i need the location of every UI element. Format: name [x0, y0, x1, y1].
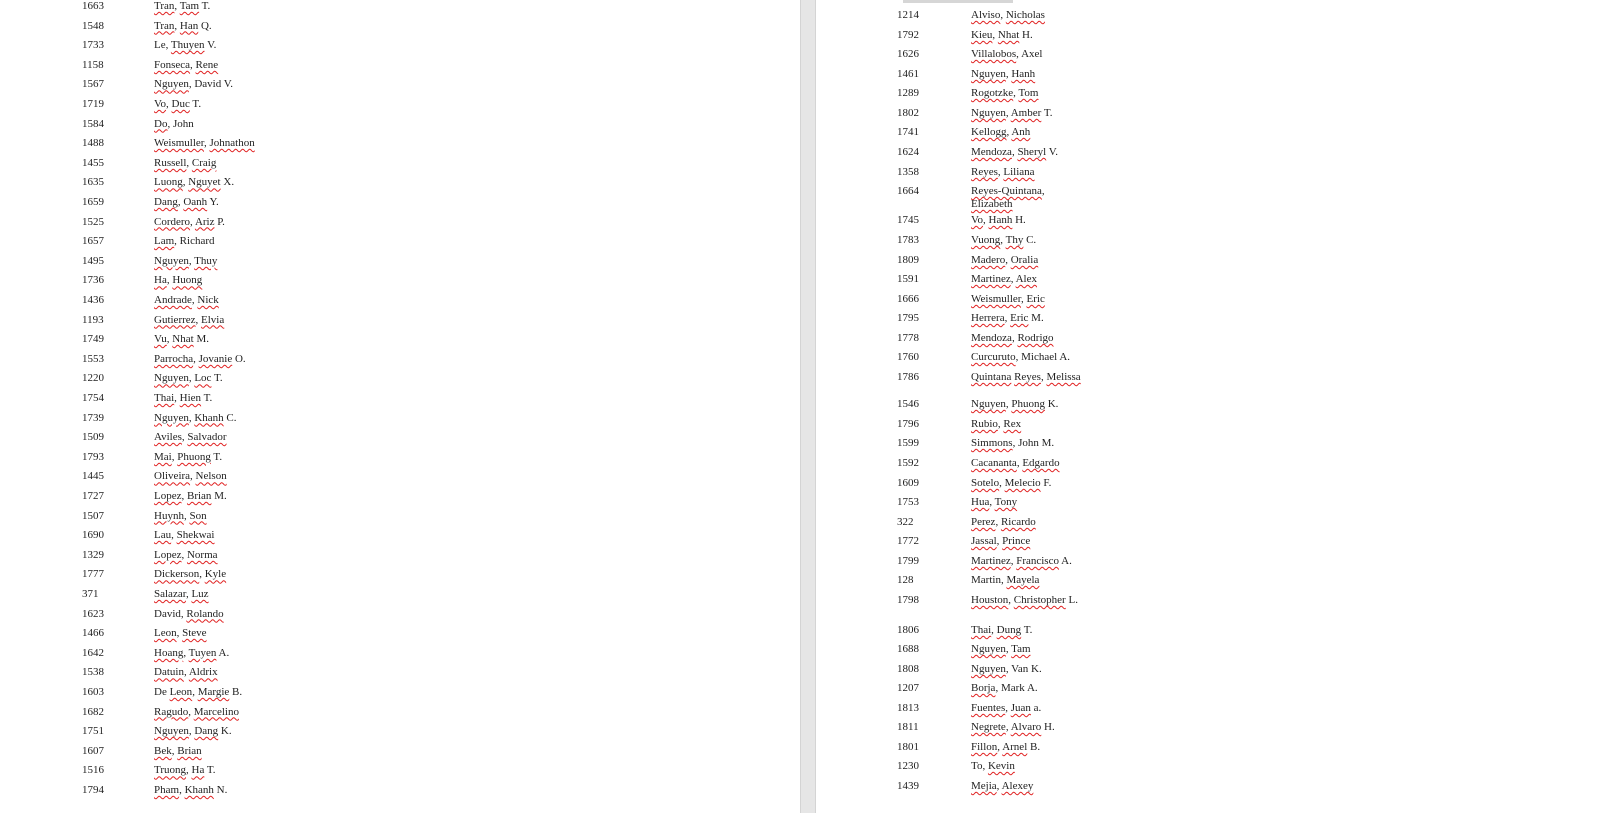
employee-name: Herrera, Eric M. — [971, 312, 1044, 324]
employee-name: Datuin, Aldrix — [154, 666, 218, 679]
employee-name: Lopez, Norma — [154, 548, 218, 561]
employee-id: 1538 — [82, 666, 104, 679]
employee-name: Nguyen, Amber T. — [971, 107, 1053, 119]
employee-name: Mendoza, Sheryl V. — [971, 146, 1059, 158]
employee-name: Sotelo, Melecio F. — [971, 477, 1052, 489]
employee-id: 1719 — [82, 98, 104, 110]
employee-id: 1607 — [82, 744, 104, 757]
employee-name: Reyes, Liliana — [971, 166, 1035, 178]
employee-name: Mai, Phuong T. — [154, 450, 223, 463]
employee-id: 1794 — [82, 784, 104, 796]
employee-id: 1553 — [82, 352, 104, 365]
employee-name: Truong, Ha T. — [154, 764, 216, 777]
employee-id: 1214 — [897, 9, 919, 21]
employee-name: Reyes-Quintana, Elizabeth — [971, 185, 1045, 210]
employee-name: Pham, Khanh N. — [154, 784, 228, 796]
employee-name: Vo, Duc T. — [154, 98, 202, 110]
employee-name: Nguyen, Loc T. — [154, 372, 223, 385]
employee-id: 1455 — [82, 156, 104, 169]
employee-name: Rubio, Rex — [971, 418, 1022, 430]
employee-name: Rogotzke, Tom — [971, 87, 1039, 99]
employee-name: Kellogg, Anh — [971, 126, 1031, 138]
employee-name: Villalobos, Axel — [971, 48, 1043, 60]
employee-id: 1230 — [897, 760, 919, 772]
employee-id: 1749 — [82, 333, 104, 346]
employee-id: 1688 — [897, 643, 919, 655]
employee-id: 1548 — [82, 19, 104, 32]
employee-id: 1809 — [897, 254, 919, 266]
employee-id: 1626 — [897, 48, 919, 60]
employee-id: 1657 — [82, 235, 104, 248]
employee-name: Ragudo, Marcelino — [154, 705, 239, 718]
employee-id: 1733 — [82, 39, 104, 52]
employee-id: 1193 — [82, 313, 104, 326]
employee-name: Jassal, Prince — [971, 535, 1031, 547]
employee-name: Ha, Huong — [154, 274, 203, 287]
employee-id: 1495 — [82, 254, 104, 267]
employee-id: 1488 — [82, 137, 104, 150]
employee-name: Vuong, Thy C. — [971, 234, 1037, 246]
employee-name: Nguyen, Van K. — [971, 663, 1042, 675]
employee-name: Houston, Christopher L. — [971, 594, 1078, 606]
employee-id: 1436 — [82, 294, 104, 306]
employee-name: Cordero, Ariz P. — [154, 215, 225, 228]
employee-id: 1466 — [82, 627, 104, 640]
employee-name: Quintana Reyes, Melissa — [971, 371, 1081, 383]
employee-id: 1289 — [897, 87, 919, 99]
employee-id: 1659 — [82, 196, 104, 208]
employee-name: Andrade, Nick — [154, 294, 219, 306]
employee-id: 1808 — [897, 663, 919, 675]
employee-name: Dickerson, Kyle — [154, 568, 227, 581]
employee-name: To, Kevin — [971, 760, 1015, 772]
employee-id: 1739 — [82, 411, 104, 424]
employee-id: 1592 — [897, 457, 919, 469]
employee-id: 1603 — [82, 686, 104, 698]
employee-name: Fonseca, Rene — [154, 58, 219, 71]
employee-id: 371 — [82, 588, 99, 600]
employee-name: Vo, Hanh H. — [971, 214, 1026, 226]
employee-id: 1753 — [897, 496, 919, 508]
employee-name: Mendoza, Rodrigo — [971, 332, 1054, 344]
employee-name: Tran, Han Q. — [154, 19, 212, 32]
employee-name: Vu, Nhat M. — [154, 333, 209, 346]
employee-name: Tran, Tam T. — [154, 0, 211, 12]
page-edge-strip — [903, 0, 1013, 3]
employee-name: Weismuller, Eric — [971, 293, 1045, 305]
employee-id: 1751 — [82, 725, 104, 738]
employee-id: 1663 — [82, 0, 104, 12]
employee-id: 1796 — [897, 418, 919, 430]
employee-id: 1624 — [897, 146, 919, 158]
employee-id: 1760 — [897, 351, 919, 363]
employee-id: 1778 — [897, 332, 919, 344]
employee-name: Lopez, Brian M. — [154, 490, 227, 502]
employee-id: 1635 — [82, 176, 104, 189]
employee-name: Weismuller, Johnathon — [154, 137, 255, 150]
employee-name: Nguyen, David V. — [154, 78, 234, 91]
employee-id: 1666 — [897, 293, 919, 305]
employee-id: 1358 — [897, 166, 919, 178]
employee-name: Perez, Ricardo — [971, 516, 1036, 528]
employee-id: 1507 — [82, 509, 104, 522]
employee-name: Nguyen, Khanh C. — [154, 411, 237, 424]
employee-name: Cacananta, Edgardo — [971, 457, 1060, 469]
employee-name: Thai, Dung T. — [971, 624, 1033, 636]
employee-id: 1445 — [82, 470, 104, 483]
page-gap — [800, 0, 816, 813]
employee-id: 1220 — [82, 372, 104, 385]
employee-name: Leon, Steve — [154, 627, 207, 640]
employee-id: 1690 — [82, 529, 104, 542]
employee-id: 1567 — [82, 78, 104, 91]
employee-id: 1158 — [82, 58, 104, 71]
employee-name: Madero, Oralia — [971, 254, 1039, 266]
employee-name: Hua, Tony — [971, 496, 1018, 508]
employee-id: 1783 — [897, 234, 919, 246]
employee-id: 1525 — [82, 215, 104, 228]
employee-id: 1806 — [897, 624, 919, 636]
employee-name: Lam, Richard — [154, 235, 215, 248]
employee-name: Russell, Craig — [154, 156, 217, 169]
employee-name: De Leon, Margie B. — [154, 686, 243, 698]
employee-id: 1584 — [82, 117, 104, 130]
employee-name: Borja, Mark A. — [971, 682, 1038, 694]
employee-name: Gutierrez, Elvia — [154, 313, 225, 326]
employee-name: Aviles, Salvador — [154, 431, 227, 444]
employee-id: 1802 — [897, 107, 919, 119]
employee-id: 1329 — [82, 548, 104, 561]
employee-id: 1439 — [897, 780, 919, 792]
employee-name: Martinez, Francisco A. — [971, 555, 1072, 567]
employee-id: 1736 — [82, 274, 104, 287]
employee-id: 1798 — [897, 594, 919, 606]
employee-id: 1682 — [82, 705, 104, 718]
employee-name: Parrocha, Jovanie O. — [154, 352, 246, 365]
employee-name: Negrete, Alvaro H. — [971, 721, 1055, 733]
employee-id: 1745 — [897, 214, 919, 226]
employee-id: 1623 — [82, 607, 104, 620]
employee-name: Martin, Mayela — [971, 574, 1040, 586]
employee-name: Nguyen, Tam — [971, 643, 1031, 655]
employee-name: Le, Thuyen V. — [154, 39, 217, 52]
employee-id: 1546 — [897, 398, 919, 410]
employee-id: 1811 — [897, 721, 919, 733]
employee-id: 1599 — [897, 437, 919, 449]
employee-id: 1792 — [897, 29, 919, 41]
right-page — [816, 0, 1601, 813]
employee-name: Mejia, Alexey — [971, 780, 1034, 792]
employee-name: Thai, Hien T. — [154, 392, 213, 404]
employee-name: Oliveira, Nelson — [154, 470, 227, 483]
employee-name: Bek, Brian — [154, 744, 202, 757]
employee-name: Martinez, Alex — [971, 273, 1037, 285]
employee-id: 1799 — [897, 555, 919, 567]
employee-id: 1754 — [82, 392, 104, 404]
employee-id: 1772 — [897, 535, 919, 547]
employee-name: Hoang, Tuyen A. — [154, 646, 230, 659]
employee-id: 1664 — [897, 185, 919, 197]
employee-id: 1207 — [897, 682, 919, 694]
employee-name: Curcuruto, Michael A. — [971, 351, 1071, 363]
employee-name: Nguyen, Thuy — [154, 254, 218, 267]
employee-id: 1741 — [897, 126, 919, 138]
employee-id: 1642 — [82, 646, 104, 659]
employee-name: Fuentes, Juan a. — [971, 702, 1042, 714]
employee-id: 1509 — [82, 431, 104, 444]
employee-id: 1461 — [897, 68, 919, 80]
employee-name: Luong, Nguyet X. — [154, 176, 235, 189]
employee-name: Simmons, John M. — [971, 437, 1055, 449]
employee-name: Kieu, Nhat H. — [971, 29, 1033, 41]
employee-id: 128 — [897, 574, 914, 586]
employee-id: 322 — [897, 516, 914, 528]
employee-name: Nguyen, Hanh — [971, 68, 1036, 80]
employee-name: David, Rolando — [154, 607, 224, 620]
employee-name: Alviso, Nicholas — [971, 9, 1045, 21]
employee-name: Nguyen, Phuong K. — [971, 398, 1059, 410]
employee-id: 1727 — [82, 490, 104, 502]
employee-id: 1801 — [897, 741, 919, 753]
employee-id: 1777 — [82, 568, 104, 581]
employee-id: 1795 — [897, 312, 919, 324]
employee-name: Nguyen, Dang K. — [154, 725, 232, 738]
employee-name: Lau, Shekwai — [154, 529, 215, 542]
employee-name: Dang, Oanh Y. — [154, 196, 219, 208]
employee-id: 1813 — [897, 702, 919, 714]
employee-name: Do, John — [154, 117, 194, 130]
employee-name: Salazar, Luz — [154, 588, 209, 600]
employee-id: 1609 — [897, 477, 919, 489]
employee-id: 1591 — [897, 273, 919, 285]
employee-id: 1516 — [82, 764, 104, 777]
employee-name: Huynh, Son — [154, 509, 207, 522]
employee-id: 1786 — [897, 371, 919, 383]
employee-id: 1793 — [82, 450, 104, 463]
employee-name: Fillon, Arnel B. — [971, 741, 1041, 753]
left-page — [0, 0, 800, 813]
